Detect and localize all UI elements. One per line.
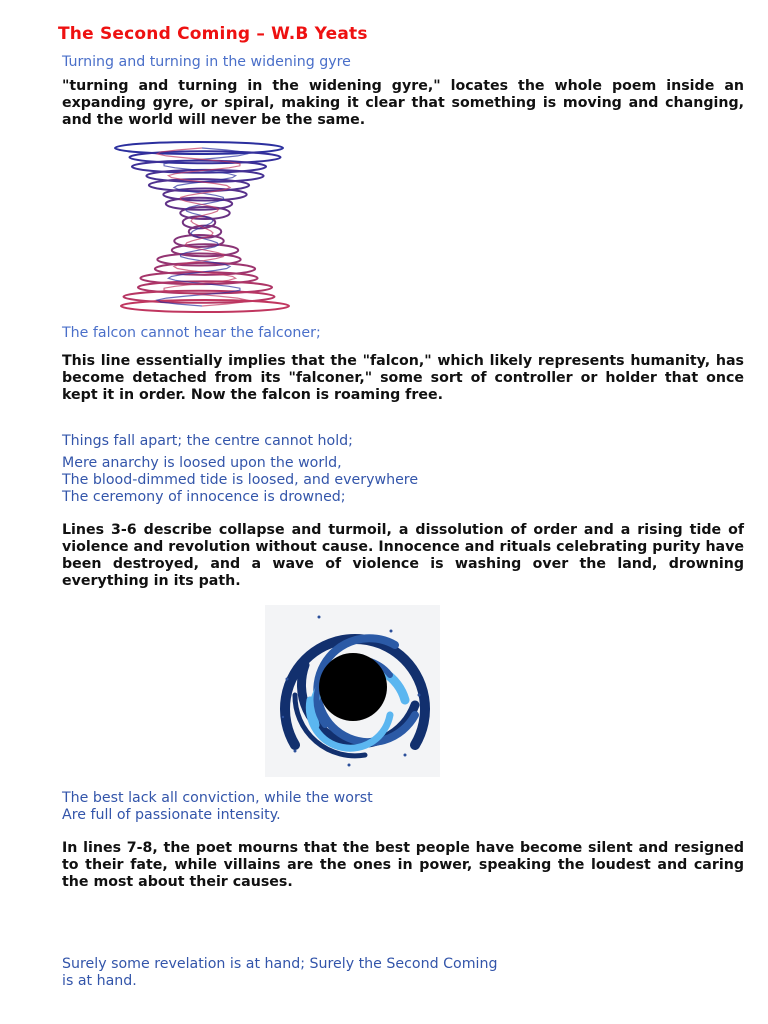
verse-line-3 — [62, 433, 353, 450]
gyre-spiral-icon — [114, 140, 290, 316]
verse-text: Mere anarchy is loosed upon the world, — [62, 455, 342, 471]
verse-line-2 — [62, 325, 321, 342]
explanation-4: In lines 7-8, the poet mourns that the best people have become silent and resigned to their fate, while villains are the ones in power, speaking the loudest and caring the most about their causes. — [62, 840, 744, 890]
verse-lines-4-6 — [62, 455, 418, 506]
verse-text: Are full of passionate intensity. — [62, 807, 281, 823]
verse-text: The falcon cannot hear the falconer; — [62, 325, 321, 341]
verse-lines-9-10 — [62, 956, 497, 990]
verse-text: The best lack all conviction, while the worst — [62, 790, 373, 806]
vortex-icon — [265, 605, 440, 777]
verse-text: The blood-dimmed tide is loosed, and everywhere — [62, 472, 419, 488]
verse-line-1 — [62, 54, 351, 71]
verse-text: The ceremony of innocence is drowned; — [62, 489, 346, 505]
verse-text: Turning and turning in the widening gyre — [62, 54, 351, 70]
verse-text: Things fall apart; the centre cannot hold; — [62, 433, 353, 449]
explanation-1: "turning and turning in the widening gyre," locates the whole poem inside an expanding gyre, or spiral, making it clear that something is moving and changing, and the world will never be the same. — [62, 78, 744, 128]
verse-text: Surely some revelation is at hand; Surely the Second Coming — [62, 956, 498, 972]
verse-text: is at hand. — [62, 973, 137, 989]
explanation-2: This line essentially implies that the "falcon," which likely represents humanity, has become detached from its "falconer," some sort of controller or holder that once kept it in order. Now the falcon is roaming free. — [62, 353, 744, 403]
explanation-3: Lines 3-6 describe collapse and turmoil, a dissolution of order and a rising tide of violence and revolution without cause. Innocence and rituals celebrating purity have been destroyed, and a wave of violence is washing over the land, drowning everything in its path. — [62, 522, 744, 589]
page-title: The Second Coming – W.B Yeats — [58, 24, 368, 44]
verse-lines-7-8 — [62, 790, 373, 824]
